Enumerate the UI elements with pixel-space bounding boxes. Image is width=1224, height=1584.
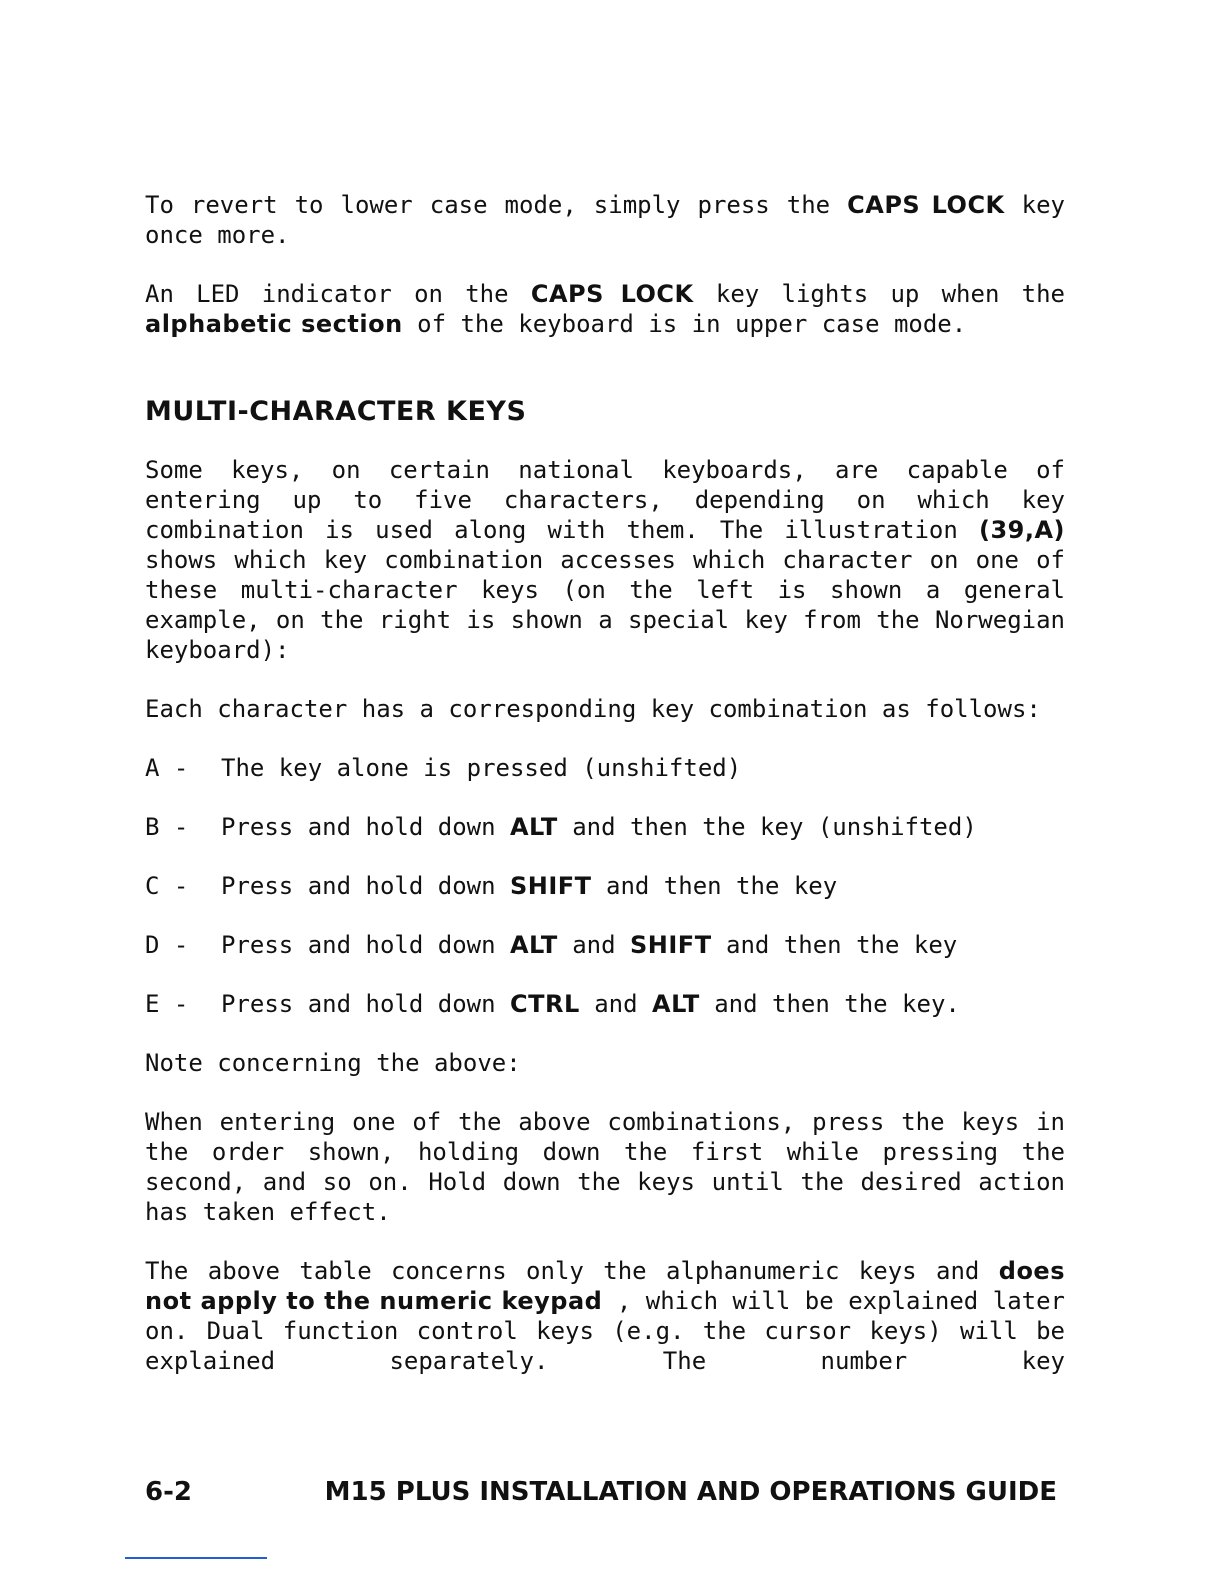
text-run: and then the key. bbox=[699, 990, 960, 1018]
text-run: An LED indicator on the bbox=[145, 280, 531, 308]
text-run: To revert to lower case mode, simply press the bbox=[145, 191, 848, 219]
note-heading: Note concerning the above: bbox=[145, 1049, 521, 1077]
list-item-letter: E - bbox=[145, 990, 189, 1018]
list-item bbox=[145, 871, 1065, 901]
list-item-letter: D - bbox=[145, 931, 189, 959]
text-run: Press and hold down bbox=[221, 931, 510, 959]
text-run: , which will be explained later on. Dual function control keys (e.g. the cursor keys) will be explained separately. The number key bbox=[145, 1287, 1065, 1375]
caps-lock-revert-paragraph bbox=[145, 190, 1065, 250]
list-item bbox=[145, 753, 1065, 783]
led-indicator-paragraph bbox=[145, 279, 1065, 339]
text-run: and then the key (unshifted) bbox=[557, 813, 977, 841]
text-run: The key alone is pressed (unshifted) bbox=[221, 754, 742, 782]
table-scope-paragraph bbox=[145, 1256, 1065, 1376]
text-run: key lights up when the bbox=[693, 280, 1066, 308]
list-item-text bbox=[221, 753, 741, 783]
caps-lock-keyword: CAPS LOCK bbox=[530, 280, 694, 308]
key-combination-intro-paragraph: Each character has a corresponding key combination as follows: bbox=[145, 695, 1041, 723]
text-run: and then the key bbox=[711, 931, 958, 959]
page-body bbox=[145, 190, 1065, 1405]
text-run: Some keys, on certain national keyboards, are capable of entering up to five characters, depending on which key combination is used along with them. The illustration bbox=[145, 456, 1065, 544]
guide-title: M15 PLUS INSTALLATION AND OPERATIONS GUIDE bbox=[324, 1477, 1057, 1507]
text-run: key once more. bbox=[145, 191, 1066, 249]
text-run: and bbox=[579, 990, 652, 1018]
alt-keyword: ALT bbox=[509, 813, 558, 841]
ctrl-keyword: CTRL bbox=[509, 990, 580, 1018]
section-heading: MULTI-CHARACTER KEYS bbox=[145, 396, 527, 427]
note-paragraph: When entering one of the above combinations, press the keys in the order shown, holding down the first while pressing the second, and so on. Hold down the keys until the desired action has taken effect. bbox=[145, 1108, 1065, 1226]
text-run: Press and hold down bbox=[221, 872, 510, 900]
list-item bbox=[145, 812, 1065, 842]
text-run: and bbox=[557, 931, 630, 959]
alphabetic-section-keyword: alphabetic section bbox=[145, 310, 403, 338]
alt-keyword: ALT bbox=[509, 931, 558, 959]
numeric-keypad-emphasis: does not apply to the numeric keypad bbox=[145, 1257, 1065, 1315]
text-run: and then the key bbox=[591, 872, 838, 900]
text-run: shows which key combination accesses which character on one of these multi-character keys (on the left is shown a general example, on the right is shown a special key from the Norwegian keyboard): bbox=[145, 546, 1065, 664]
bottom-rule bbox=[125, 1557, 267, 1559]
list-item-text bbox=[221, 871, 837, 901]
list-item-letter: C - bbox=[145, 872, 189, 900]
text-run: Press and hold down bbox=[221, 990, 510, 1018]
text-run: of the keyboard is in upper case mode. bbox=[402, 310, 967, 338]
key-combination-list bbox=[145, 753, 1065, 1019]
illustration-reference: (39,A) bbox=[978, 516, 1065, 544]
shift-keyword: SHIFT bbox=[630, 931, 712, 959]
text-run: Press and hold down bbox=[221, 813, 510, 841]
list-item bbox=[145, 930, 1065, 960]
list-item-text bbox=[221, 989, 960, 1019]
shift-keyword: SHIFT bbox=[509, 872, 592, 900]
caps-lock-keyword: CAPS LOCK bbox=[847, 191, 1005, 219]
list-item-text bbox=[221, 812, 977, 842]
page-footer bbox=[145, 1477, 1057, 1507]
text-run: The above table concerns only the alphanumeric keys and bbox=[145, 1257, 999, 1285]
list-item bbox=[145, 989, 1065, 1019]
list-item-text bbox=[221, 930, 957, 960]
multi-character-intro-paragraph bbox=[145, 455, 1065, 665]
page-number: 6-2 bbox=[145, 1477, 192, 1507]
alt-keyword: ALT bbox=[652, 990, 700, 1018]
list-item-letter: B - bbox=[145, 813, 189, 841]
list-item-letter: A - bbox=[145, 754, 189, 782]
